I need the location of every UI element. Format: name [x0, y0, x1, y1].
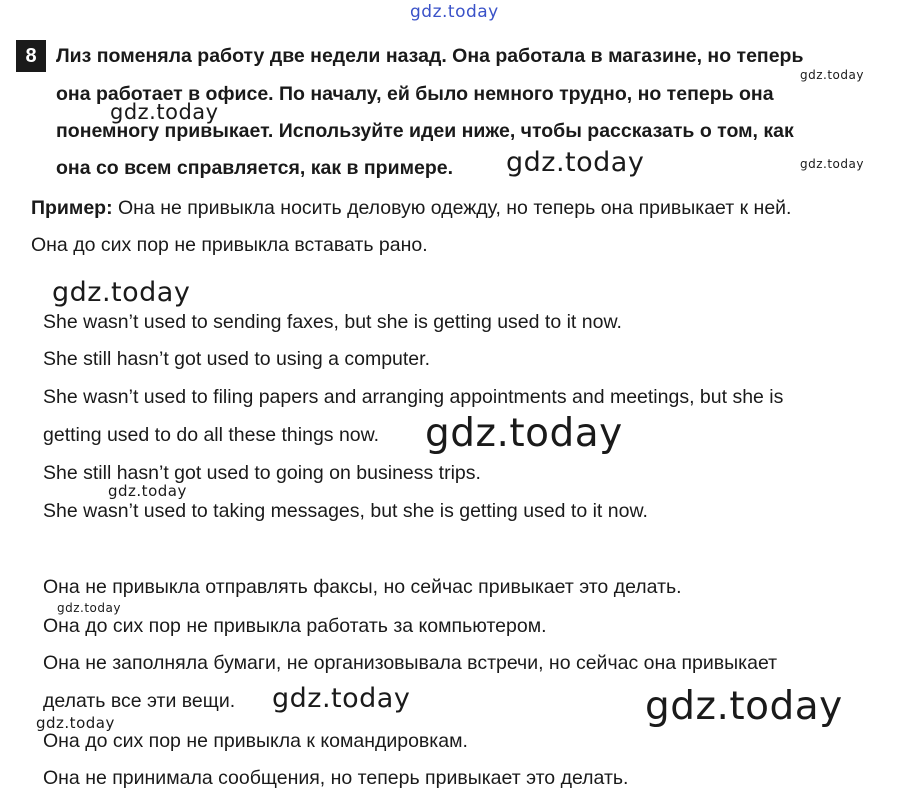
example-line-2: Она до сих пор не привыкла вставать рано.: [31, 234, 428, 256]
answer-ru-5: Она не принимала сообщения, но теперь привыкает это делать.: [43, 767, 629, 789]
watermark-8: gdz.today: [57, 601, 121, 615]
answer-ru-3: Она не заполняла бумаги, не организовывала встречи, но сейчас она привыкает: [43, 652, 778, 674]
task-line-4: она со всем справляется, как в примере.: [56, 157, 454, 179]
watermark-6: gdz.today: [425, 411, 623, 456]
answer-ru-3-cont: делать все эти вещи.: [43, 690, 236, 712]
answer-en-4: She still hasn’t got used to going on business trips.: [43, 462, 481, 484]
watermark-7: gdz.today: [108, 482, 187, 500]
answer-en-5: She wasn’t used to taking messages, but she is getting used to it now.: [43, 500, 648, 522]
answer-en-3: She wasn’t used to filing papers and arranging appointments and meetings, but she is: [43, 386, 784, 408]
answer-ru-4: Она до сих пор не привыкла к командировкам.: [43, 730, 468, 752]
watermark-11: gdz.today: [36, 714, 115, 732]
watermark-2: gdz.today: [110, 100, 219, 124]
watermark-top: gdz.today: [410, 2, 499, 22]
watermark-5: gdz.today: [52, 277, 191, 308]
example-label: Пример:: [31, 197, 113, 219]
task-line-3: понемногу привыкает. Используйте идеи ниже, чтобы рассказать о том, как: [56, 120, 794, 142]
answer-en-3-cont: getting used to do all these things now.: [43, 424, 380, 446]
watermark-1: gdz.today: [800, 68, 864, 82]
task-line-2: она работает в офисе. По началу, ей было немного трудно, но теперь она: [56, 83, 774, 105]
task-number-badge: 8: [16, 40, 46, 72]
watermark-9: gdz.today: [272, 683, 411, 714]
answer-en-2: She still hasn’t got used to using a computer.: [43, 348, 430, 370]
watermark-4: gdz.today: [800, 157, 864, 171]
answer-ru-1: Она не привыкла отправлять факсы, но сейчас привыкает это делать.: [43, 576, 682, 598]
answer-en-1: She wasn’t used to sending faxes, but she is getting used to it now.: [43, 311, 622, 333]
answer-ru-2: Она до сих пор не привыкла работать за компьютером.: [43, 615, 547, 637]
example-text: Она не привыкла носить деловую одежду, но теперь она привыкает к ней.: [112, 197, 792, 219]
watermark-3: gdz.today: [506, 147, 645, 178]
example-line-1: [31, 197, 791, 220]
watermark-10: gdz.today: [645, 684, 843, 729]
task-line-1: Лиз поменяла работу две недели назад. Она работала в магазине, но теперь: [56, 45, 804, 67]
